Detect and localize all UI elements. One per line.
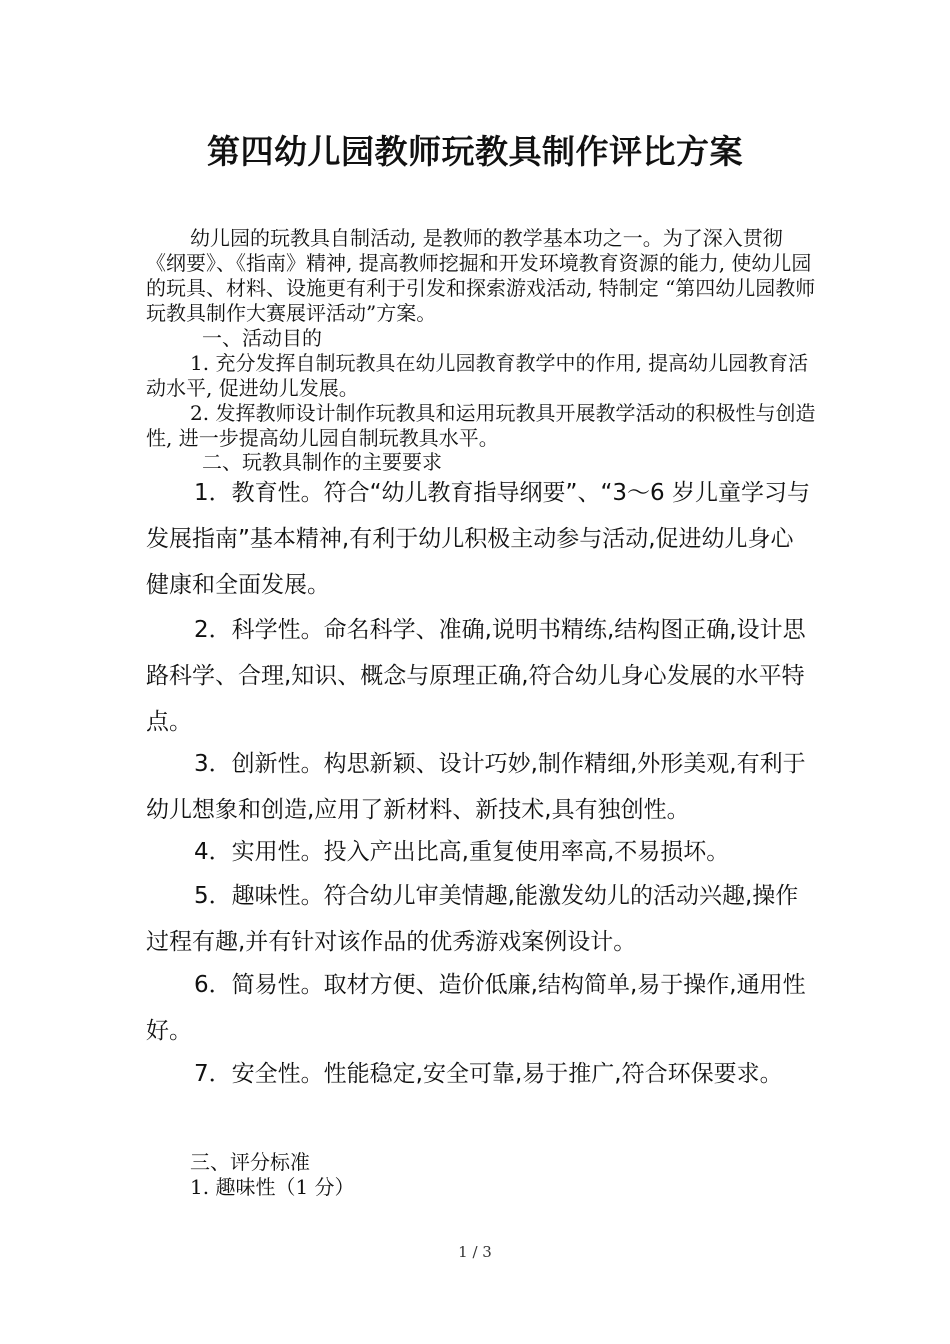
intro-paragraph: 幼儿园的玩教具自制活动, 是教师的教学基本功之一。为了深入贯彻《纲要》、《指南》精神, 提高教师挖掘和开发环境教育资源的能力, 使幼儿园的玩具、材料、设施更有利于引发和探索游戏活动, 特制定 “第四幼儿园教师玩教具制作大赛展评活动”方案。 [146, 226, 816, 325]
requirement-5: 5．趣味性。符合幼儿审美情趣,能激发幼儿的活动兴趣,操作过程有趣,并有针对该作品的优秀游戏案例设计。 [146, 883, 799, 955]
section3-item-1: 1. 趣味性（1 分） [190, 1175, 355, 1199]
section1-item-1: 1. 充分发挥自制玩教具在幼儿园教育教学中的作用, 提高幼儿园教育活动水平, 促进幼儿发展。 [146, 351, 809, 400]
page-number: 1 / 3 [458, 1243, 492, 1261]
document-title: 第四幼儿园教师玩教具制作评比方案 [207, 132, 743, 171]
section1-heading: 一、活动目的 [202, 326, 322, 350]
requirement-1: 1．教育性。符合“幼儿教育指导纲要”、“3～6 岁儿童学习与发展指南”基本精神,有利于幼儿积极主动参与活动,促进幼儿身心健康和全面发展。 [146, 480, 810, 598]
requirement-4: 4．实用性。投入产出比高,重复使用率高,不易损坏。 [194, 839, 730, 865]
section1-item-2: 2. 发挥教师设计制作玩教具和运用玩教具开展教学活动的积极性与创造性, 进一步提高幼儿园自制玩教具水平。 [146, 401, 816, 450]
section3-heading: 三、评分标准 [190, 1150, 310, 1174]
requirement-2: 2．科学性。命名科学、准确,说明书精练,结构图正确,设计思路科学、合理,知识、概念与原理正确,符合幼儿身心发展的水平特点。 [146, 617, 806, 735]
section2-heading: 二、玩教具制作的主要要求 [202, 450, 442, 474]
requirement-7: 7．安全性。性能稳定,安全可靠,易于推广,符合环保要求。 [194, 1061, 783, 1087]
requirement-6: 6．简易性。取材方便、造价低廉,结构简单,易于操作,通用性好。 [146, 972, 806, 1044]
requirement-3: 3．创新性。构思新颖、设计巧妙,制作精细,外形美观,有利于幼儿想象和创造,应用了新材料、新技术,具有独创性。 [146, 751, 806, 823]
